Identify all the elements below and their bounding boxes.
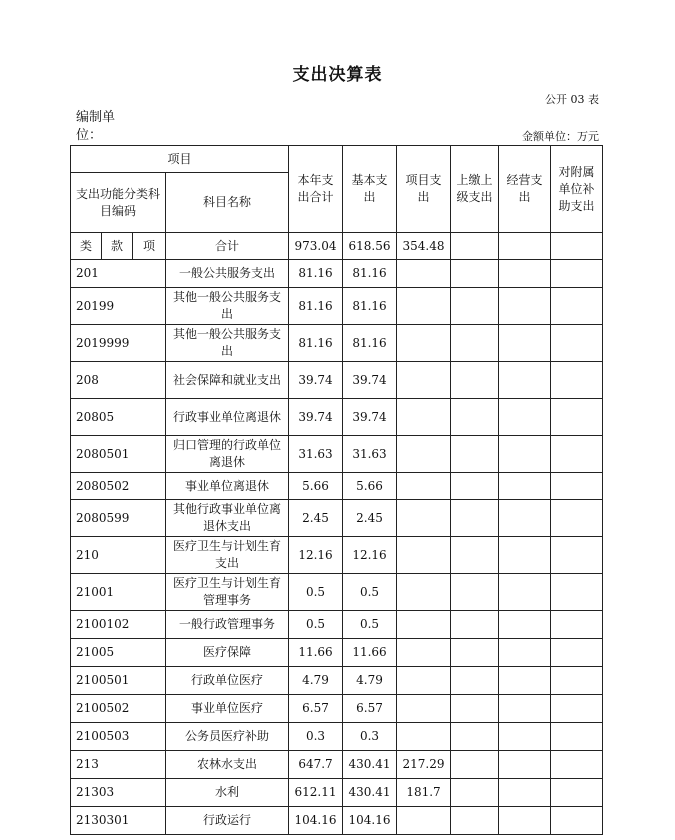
table-row bbox=[71, 751, 603, 779]
header-lei: 类 bbox=[71, 233, 102, 260]
row-basic: 81.16 bbox=[343, 325, 397, 362]
row-name: 其他一般公共服务支出 bbox=[166, 325, 289, 362]
page-title: 支出决算表 bbox=[292, 65, 383, 85]
row-code: 2080599 bbox=[71, 500, 166, 537]
header-name: 科目名称 bbox=[166, 173, 289, 233]
table-row bbox=[71, 667, 603, 695]
row-name: 一般行政管理事务 bbox=[166, 611, 289, 639]
row-business bbox=[499, 807, 551, 835]
row-superior bbox=[451, 399, 499, 436]
table-row bbox=[71, 695, 603, 723]
row-business bbox=[499, 751, 551, 779]
row-subsidy bbox=[551, 779, 603, 807]
row-business bbox=[499, 695, 551, 723]
row-name: 事业单位医疗 bbox=[166, 695, 289, 723]
row-business bbox=[499, 473, 551, 500]
total-row-basic: 618.56 bbox=[343, 233, 397, 260]
row-project bbox=[397, 288, 451, 325]
row-subsidy bbox=[551, 436, 603, 473]
header-basic: 基本支出 bbox=[343, 146, 397, 233]
row-business bbox=[499, 779, 551, 807]
row-subsidy bbox=[551, 473, 603, 500]
table-row bbox=[71, 473, 603, 500]
total-row-project: 354.48 bbox=[397, 233, 451, 260]
row-project bbox=[397, 362, 451, 399]
table-row bbox=[71, 399, 603, 436]
total-row-business bbox=[499, 233, 551, 260]
row-superior bbox=[451, 751, 499, 779]
row-business bbox=[499, 611, 551, 639]
total-row-superior bbox=[451, 233, 499, 260]
row-superior bbox=[451, 639, 499, 667]
row-basic: 0.5 bbox=[343, 611, 397, 639]
row-total: 0.5 bbox=[289, 574, 343, 611]
row-superior bbox=[451, 362, 499, 399]
row-code: 20805 bbox=[71, 399, 166, 436]
header-total: 本年支出合计 bbox=[289, 146, 343, 233]
row-project bbox=[397, 325, 451, 362]
row-subsidy bbox=[551, 639, 603, 667]
row-superior bbox=[451, 473, 499, 500]
row-name: 事业单位离退休 bbox=[166, 473, 289, 500]
row-total: 0.5 bbox=[289, 611, 343, 639]
header-xiang: 项 bbox=[133, 233, 166, 260]
row-total: 11.66 bbox=[289, 639, 343, 667]
total-row-subsidy bbox=[551, 233, 603, 260]
row-name: 水利 bbox=[166, 779, 289, 807]
row-code: 2100501 bbox=[71, 667, 166, 695]
row-code: 213 bbox=[71, 751, 166, 779]
row-name: 医疗保障 bbox=[166, 639, 289, 667]
table-row bbox=[71, 723, 603, 751]
amount-unit: 金额单位：万元 bbox=[522, 130, 599, 143]
row-business bbox=[499, 639, 551, 667]
row-code: 210 bbox=[71, 537, 166, 574]
row-basic: 0.5 bbox=[343, 574, 397, 611]
row-name: 社会保障和就业支出 bbox=[166, 362, 289, 399]
row-project: 181.7 bbox=[397, 779, 451, 807]
row-project bbox=[397, 436, 451, 473]
row-basic: 31.63 bbox=[343, 436, 397, 473]
row-name: 其他一般公共服务支出 bbox=[166, 288, 289, 325]
row-subsidy bbox=[551, 362, 603, 399]
table-row bbox=[71, 260, 603, 288]
row-superior bbox=[451, 260, 499, 288]
row-project bbox=[397, 695, 451, 723]
row-code: 2080502 bbox=[71, 473, 166, 500]
row-basic: 5.66 bbox=[343, 473, 397, 500]
row-code: 2080501 bbox=[71, 436, 166, 473]
table-row bbox=[71, 611, 603, 639]
table-row bbox=[71, 362, 603, 399]
row-basic: 4.79 bbox=[343, 667, 397, 695]
row-total: 81.16 bbox=[289, 260, 343, 288]
row-project bbox=[397, 611, 451, 639]
row-business bbox=[499, 537, 551, 574]
row-name: 一般公共服务支出 bbox=[166, 260, 289, 288]
row-business bbox=[499, 574, 551, 611]
row-superior bbox=[451, 695, 499, 723]
header-item: 项目 bbox=[71, 146, 289, 173]
row-subsidy bbox=[551, 260, 603, 288]
row-total: 4.79 bbox=[289, 667, 343, 695]
header-business: 经营支出 bbox=[499, 146, 551, 233]
row-business bbox=[499, 436, 551, 473]
row-basic: 0.3 bbox=[343, 723, 397, 751]
unit-label: 编制单位： bbox=[76, 110, 116, 143]
table-row bbox=[71, 436, 603, 473]
header-code: 支出功能分类科目编码 bbox=[71, 173, 166, 233]
row-name: 归口管理的行政单位离退休 bbox=[166, 436, 289, 473]
total-row-total: 973.04 bbox=[289, 233, 343, 260]
row-project bbox=[397, 399, 451, 436]
row-total: 39.74 bbox=[289, 399, 343, 436]
row-basic: 2.45 bbox=[343, 500, 397, 537]
row-basic: 6.57 bbox=[343, 695, 397, 723]
row-total: 31.63 bbox=[289, 436, 343, 473]
row-project bbox=[397, 473, 451, 500]
row-code: 21303 bbox=[71, 779, 166, 807]
row-business bbox=[499, 723, 551, 751]
table-row bbox=[71, 574, 603, 611]
row-superior bbox=[451, 288, 499, 325]
row-subsidy bbox=[551, 695, 603, 723]
row-superior bbox=[451, 807, 499, 835]
row-total: 0.3 bbox=[289, 723, 343, 751]
row-name: 行政单位医疗 bbox=[166, 667, 289, 695]
row-project bbox=[397, 639, 451, 667]
header-subsidy: 对附属单位补助支出 bbox=[551, 146, 603, 233]
row-total: 39.74 bbox=[289, 362, 343, 399]
form-number: 公开 03 表 bbox=[545, 93, 599, 106]
header-superior: 上缴上级支出 bbox=[451, 146, 499, 233]
row-subsidy bbox=[551, 574, 603, 611]
row-business bbox=[499, 362, 551, 399]
table-row bbox=[71, 500, 603, 537]
row-business bbox=[499, 399, 551, 436]
row-superior bbox=[451, 611, 499, 639]
expenditure-table bbox=[70, 145, 603, 835]
row-subsidy bbox=[551, 723, 603, 751]
row-subsidy bbox=[551, 399, 603, 436]
row-subsidy bbox=[551, 537, 603, 574]
row-business bbox=[499, 500, 551, 537]
row-total: 5.66 bbox=[289, 473, 343, 500]
row-basic: 12.16 bbox=[343, 537, 397, 574]
row-total: 612.11 bbox=[289, 779, 343, 807]
row-basic: 39.74 bbox=[343, 362, 397, 399]
row-code: 2100502 bbox=[71, 695, 166, 723]
row-subsidy bbox=[551, 325, 603, 362]
row-basic: 81.16 bbox=[343, 288, 397, 325]
row-code: 2019999 bbox=[71, 325, 166, 362]
table-row bbox=[71, 779, 603, 807]
row-basic: 11.66 bbox=[343, 639, 397, 667]
row-superior bbox=[451, 574, 499, 611]
header-project: 项目支出 bbox=[397, 146, 451, 233]
row-total: 104.16 bbox=[289, 807, 343, 835]
row-total: 6.57 bbox=[289, 695, 343, 723]
row-project bbox=[397, 723, 451, 751]
row-code: 21001 bbox=[71, 574, 166, 611]
row-subsidy bbox=[551, 667, 603, 695]
row-name: 医疗卫生与计划生育支出 bbox=[166, 537, 289, 574]
row-superior bbox=[451, 667, 499, 695]
row-name: 公务员医疗补助 bbox=[166, 723, 289, 751]
row-subsidy bbox=[551, 288, 603, 325]
row-superior bbox=[451, 500, 499, 537]
row-project: 217.29 bbox=[397, 751, 451, 779]
row-subsidy bbox=[551, 807, 603, 835]
row-project bbox=[397, 574, 451, 611]
row-project bbox=[397, 500, 451, 537]
row-subsidy bbox=[551, 500, 603, 537]
row-basic: 81.16 bbox=[343, 260, 397, 288]
row-business bbox=[499, 288, 551, 325]
row-subsidy bbox=[551, 611, 603, 639]
table-row bbox=[71, 639, 603, 667]
row-name: 行政运行 bbox=[166, 807, 289, 835]
row-total: 12.16 bbox=[289, 537, 343, 574]
row-superior bbox=[451, 779, 499, 807]
row-basic: 39.74 bbox=[343, 399, 397, 436]
row-business bbox=[499, 667, 551, 695]
row-code: 201 bbox=[71, 260, 166, 288]
row-code: 2130301 bbox=[71, 807, 166, 835]
row-total: 647.7 bbox=[289, 751, 343, 779]
row-total: 81.16 bbox=[289, 288, 343, 325]
row-code: 2100503 bbox=[71, 723, 166, 751]
row-superior bbox=[451, 436, 499, 473]
table-row bbox=[71, 325, 603, 362]
row-name: 农林水支出 bbox=[166, 751, 289, 779]
row-business bbox=[499, 260, 551, 288]
row-name: 医疗卫生与计划生育管理事务 bbox=[166, 574, 289, 611]
row-name: 其他行政事业单位离退休支出 bbox=[166, 500, 289, 537]
row-code: 2100102 bbox=[71, 611, 166, 639]
row-project bbox=[397, 260, 451, 288]
header-kuan: 款 bbox=[102, 233, 133, 260]
row-business bbox=[499, 325, 551, 362]
row-superior bbox=[451, 325, 499, 362]
row-basic: 104.16 bbox=[343, 807, 397, 835]
row-total: 2.45 bbox=[289, 500, 343, 537]
table-row bbox=[71, 807, 603, 835]
table-row bbox=[71, 537, 603, 574]
row-code: 21005 bbox=[71, 639, 166, 667]
row-project bbox=[397, 537, 451, 574]
row-basic: 430.41 bbox=[343, 751, 397, 779]
row-superior bbox=[451, 537, 499, 574]
row-code: 20199 bbox=[71, 288, 166, 325]
row-project bbox=[397, 807, 451, 835]
total-row-label: 合计 bbox=[166, 233, 289, 260]
row-code: 208 bbox=[71, 362, 166, 399]
row-basic: 430.41 bbox=[343, 779, 397, 807]
row-total: 81.16 bbox=[289, 325, 343, 362]
row-subsidy bbox=[551, 751, 603, 779]
row-name: 行政事业单位离退休 bbox=[166, 399, 289, 436]
row-superior bbox=[451, 723, 499, 751]
table-row bbox=[71, 288, 603, 325]
row-project bbox=[397, 667, 451, 695]
